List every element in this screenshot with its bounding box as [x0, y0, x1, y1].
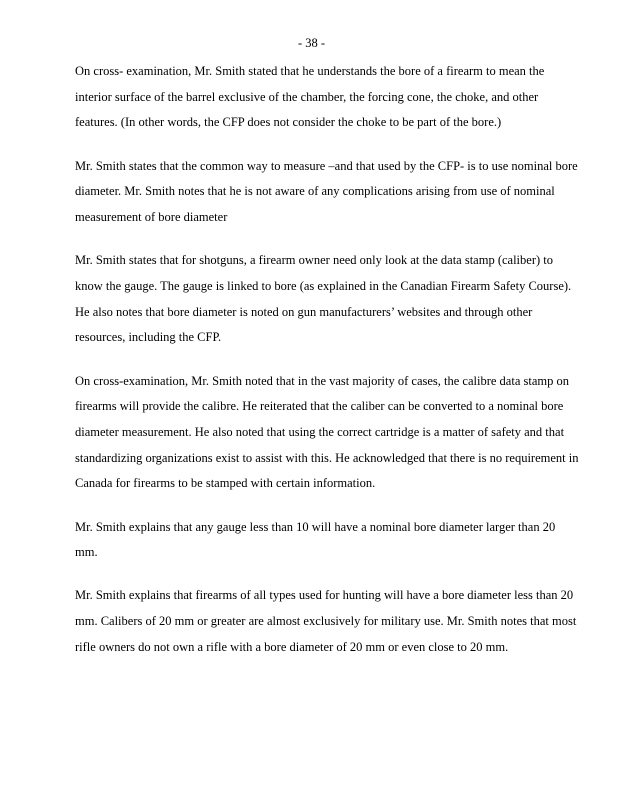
paragraph-5 — [75, 515, 565, 566]
paragraph-line: resources, including the CFP. — [75, 330, 222, 345]
paragraph-line: Mr. Smith states that for shotguns, a firearm owner need only look at the data stamp (caliber) to — [75, 253, 554, 268]
paragraph-3 — [75, 248, 572, 351]
paragraph-4 — [75, 369, 579, 498]
paragraph-line: Mr. Smith explains that any gauge less than 10 will have a nominal bore diameter larger than 20 — [75, 519, 556, 534]
paragraph-line: Mr. Smith explains that firearms of all types used for hunting will have a bore diameter less than 20 — [75, 588, 574, 603]
paragraph-line: mm. Calibers of 20 mm or greater are almost exclusively for military use. Mr. Smith notes that most — [75, 614, 577, 629]
paragraph-line: standardizing organizations exist to assist with this. He acknowledged that there is no requirement in — [75, 450, 579, 465]
paragraph-line: Mr. Smith states that the common way to measure –and that used by the CFP- is to use nominal bore — [75, 158, 578, 173]
paragraph-line: On cross-examination, Mr. Smith noted that in the vast majority of cases, the calibre data stamp on — [75, 373, 569, 388]
document-body — [75, 59, 579, 678]
paragraph-line: diameter measurement. He also noted that using the correct cartridge is a matter of safety and that — [75, 424, 565, 439]
paragraph-line: He also notes that bore diameter is noted on gun manufacturers’ websites and through other — [75, 304, 533, 319]
paragraph-line: On cross- examination, Mr. Smith stated that he understands the bore of a firearm to mean the — [75, 64, 545, 78]
paragraph-line: rifle owners do not own a rifle with a bore diameter of 20 mm or even close to 20 mm. — [75, 639, 509, 654]
paragraph-line: features. (In other words, the CFP does not consider the choke to be part of the bore.) — [75, 115, 502, 130]
paragraph-line: measurement of bore diameter — [75, 210, 228, 225]
paragraph-line: interior surface of the barrel exclusive of the chamber, the forcing cone, the choke, and other — [75, 89, 539, 104]
paragraph-line: know the gauge. The gauge is linked to bore (as explained in the Canadian Firearm Safety Course). — [75, 278, 572, 293]
paragraph-line: mm. — [75, 545, 98, 560]
paragraph-line: firearms will provide the calibre. He reiterated that the caliber can be converted to a nominal bore — [75, 399, 564, 414]
paragraph-2 — [75, 154, 578, 231]
paragraph-line: diameter. Mr. Smith notes that he is not aware of any complications arising from use of nominal — [75, 184, 555, 199]
page-number: - 38 - — [297, 36, 326, 50]
paragraph-line: Canada for firearms to be stamped with certain information. — [75, 476, 376, 491]
paragraph-6 — [75, 583, 577, 660]
paragraph-1 — [75, 59, 565, 136]
